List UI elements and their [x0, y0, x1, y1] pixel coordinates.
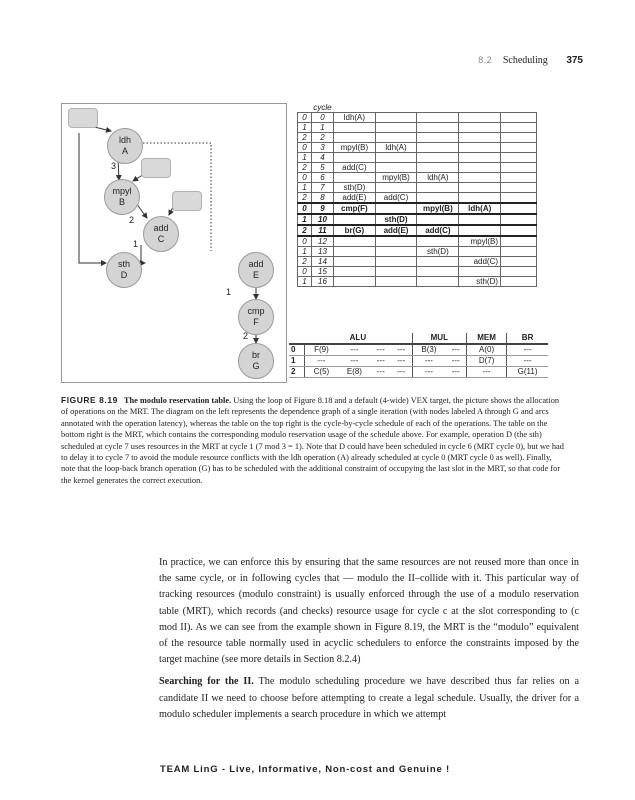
node-g-label: G	[252, 361, 260, 371]
schedule-op-cell	[334, 257, 376, 267]
schedule-op-cell	[417, 193, 459, 204]
schedule-op-cell	[501, 143, 537, 153]
schedule-cycle: 9	[311, 203, 333, 214]
schedule-op-cell: add(C)	[334, 163, 376, 173]
schedule-cycle-header: cycle	[313, 103, 332, 112]
schedule-op-cell	[417, 163, 459, 173]
body-text	[159, 555, 579, 729]
schedule-op-cell	[375, 113, 417, 123]
schedule-mrt-cycle: 1	[298, 183, 312, 193]
schedule-op-cell	[501, 247, 537, 257]
schedule-op-cell	[459, 225, 501, 236]
schedule-op-cell	[334, 153, 376, 163]
schedule-op-cell	[501, 183, 537, 193]
mrt-alu-cell: ---	[371, 356, 391, 367]
schedule-op-cell	[375, 123, 417, 133]
schedule-op-cell	[417, 143, 459, 153]
input-placeholder-c	[172, 191, 202, 211]
schedule-row	[298, 193, 537, 204]
mrt-mem-cell: A(0)	[467, 344, 507, 356]
schedule-op-cell: sth(D)	[334, 183, 376, 193]
schedule-op-cell	[334, 214, 376, 225]
schedule-op-cell: cmp(F)	[334, 203, 376, 214]
mrt-mem-cell: D(7)	[467, 356, 507, 367]
schedule-row	[298, 153, 537, 163]
mrt-br-cell: ---	[507, 356, 548, 367]
mrt-mul-cell: ---	[412, 367, 445, 378]
node-b	[104, 179, 140, 215]
mrt-alu-cell: ---	[371, 367, 391, 378]
schedule-row	[298, 277, 537, 287]
schedule-op-cell	[501, 193, 537, 204]
node-e	[238, 252, 274, 288]
input-placeholder-b	[141, 158, 171, 178]
schedule-cycle: 5	[311, 163, 333, 173]
node-d-label: D	[120, 270, 128, 280]
schedule-op-cell	[501, 123, 537, 133]
node-f-label: F	[253, 317, 259, 327]
mrt-mem-cell: ---	[467, 367, 507, 378]
node-c-label: C	[157, 234, 165, 244]
schedule-op-cell	[375, 133, 417, 143]
paragraph-2	[159, 674, 579, 723]
mrt-alu-cell: ---	[338, 356, 370, 367]
node-d-op: sth	[117, 259, 130, 269]
schedule-op-cell	[375, 247, 417, 257]
schedule-op-cell	[459, 267, 501, 277]
mrt-alu-cell: F(9)	[304, 344, 338, 356]
node-a	[107, 128, 143, 164]
latency-b-c: 2	[129, 215, 135, 225]
mrt-header-mem: MEM	[467, 333, 507, 344]
figure-caption-text: Using the loop of Figure 8.18 and a default (4-wide) VEX target, the picture shows the allocation of operations on the MRT. The diagram on the left represents the dependence graph of a single iteration (with nodes labeled A through G and arcs annotated with the operation latency), whereas the table on the top right is the cycle-by-cycle schedule of each of the operations. The table on the bottom right is the MRT, which contains the corresponding modulo reservation usage of the schedule above. For example, operation D (the sth) scheduled at cycle 7 uses resources in the MRT at cycle 1 (7 mod 3 = 1). Note that D could have been scheduled in cycle 6 (MRT cycle 0), but we had to delay it to cycle 7 to avoid the module resource conflicts with the ldh operation (A) already scheduled at cycle 0 (MRT cycle 0 as well). Finally, note that the loop-back branch operation (G) has to be scheduled with the additional constraint of occupying the last slot in the MRT, so that code for the kernel generates the correct execution.	[61, 396, 564, 485]
schedule-mrt-cycle: 1	[298, 153, 312, 163]
schedule-op-cell	[334, 247, 376, 257]
schedule-op-cell	[417, 236, 459, 247]
schedule-op-cell	[417, 153, 459, 163]
mrt-header-alu: ALU	[304, 333, 412, 344]
schedule-mrt-cycle: 0	[298, 267, 312, 277]
schedule-op-cell: ldh(A)	[459, 203, 501, 214]
schedule-op-cell	[334, 133, 376, 143]
schedule-row	[298, 257, 537, 267]
schedule-op-cell: mpyl(B)	[375, 173, 417, 183]
mrt-alu-cell: ---	[371, 344, 391, 356]
schedule-op-cell	[501, 113, 537, 123]
schedule-op-cell	[459, 247, 501, 257]
schedule-row	[298, 236, 537, 247]
schedule-op-cell	[501, 267, 537, 277]
header-section: 8.2	[478, 55, 493, 65]
schedule-op-cell	[459, 143, 501, 153]
latency-a-b: 3	[111, 161, 117, 171]
schedule-op-cell: add(E)	[375, 225, 417, 236]
input-placeholder-a	[68, 108, 98, 128]
schedule-op-cell: sth(D)	[459, 277, 501, 287]
schedule-op-cell: ldh(A)	[334, 113, 376, 123]
mrt-br-cell: G(11)	[507, 367, 548, 378]
schedule-op-cell	[501, 173, 537, 183]
schedule-op-cell	[417, 133, 459, 143]
mrt-mul-cell: ---	[445, 356, 466, 367]
schedule-cycle: 7	[311, 183, 333, 193]
schedule-op-cell	[334, 277, 376, 287]
schedule-mrt-cycle: 2	[298, 163, 312, 173]
node-e-label: E	[252, 270, 259, 280]
schedule-row	[298, 203, 537, 214]
schedule-op-cell	[334, 173, 376, 183]
schedule-row	[298, 133, 537, 143]
mrt-alu-cell: ---	[304, 356, 338, 367]
schedule-row	[298, 183, 537, 193]
schedule-mrt-cycle: 1	[298, 277, 312, 287]
schedule-op-cell	[459, 153, 501, 163]
mrt-mul-cell: ---	[445, 367, 466, 378]
schedule-mrt-cycle: 0	[298, 113, 312, 123]
schedule-row	[298, 123, 537, 133]
schedule-op-cell	[459, 163, 501, 173]
schedule-op-cell	[417, 123, 459, 133]
schedule-op-cell: mpyl(B)	[334, 143, 376, 153]
schedule-cycle: 0	[311, 113, 333, 123]
node-a-label: A	[121, 146, 128, 156]
schedule-op-cell	[417, 267, 459, 277]
schedule-op-cell	[501, 133, 537, 143]
schedule-header-row	[298, 103, 537, 113]
schedule-mrt-cycle: 0	[298, 173, 312, 183]
mrt-mul-cell: ---	[445, 344, 466, 356]
mrt-header-br: BR	[507, 333, 548, 344]
schedule-op-cell	[375, 183, 417, 193]
schedule-op-cell	[459, 113, 501, 123]
schedule-cycle: 13	[311, 247, 333, 257]
schedule-op-cell	[501, 236, 537, 247]
mrt-cycle: 1	[289, 356, 304, 367]
mrt-alu-cell: ---	[391, 356, 412, 367]
node-f-op: cmp	[247, 306, 265, 316]
schedule-cycle: 14	[311, 257, 333, 267]
schedule-mrt-cycle: 1	[298, 247, 312, 257]
mrt-row	[289, 344, 548, 356]
schedule-mrt-cycle: 2	[298, 193, 312, 204]
schedule-op-cell	[417, 113, 459, 123]
schedule-cycle: 12	[311, 236, 333, 247]
schedule-op-cell	[501, 257, 537, 267]
schedule-row	[298, 143, 537, 153]
mrt-header-mul: MUL	[412, 333, 466, 344]
schedule-row	[298, 267, 537, 277]
schedule-op-cell	[501, 277, 537, 287]
schedule-cycle: 10	[311, 214, 333, 225]
mrt-br-cell: ---	[507, 344, 548, 356]
schedule-op-cell	[375, 257, 417, 267]
mrt-header-row	[289, 333, 548, 344]
mrt-mul-cell: B(3)	[412, 344, 445, 356]
schedule-mrt-cycle: 2	[298, 225, 312, 236]
schedule-op-cell	[501, 163, 537, 173]
schedule-mrt-cycle: 2	[298, 133, 312, 143]
schedule-row	[298, 173, 537, 183]
schedule-cycle: 8	[311, 193, 333, 204]
schedule-op-cell: add(C)	[375, 193, 417, 204]
node-b-op: mpyl	[112, 186, 132, 196]
schedule-mrt-cycle: 0	[298, 236, 312, 247]
dependence-graph	[61, 103, 287, 383]
schedule-op-cell	[375, 203, 417, 214]
node-a-op: ldh	[118, 135, 131, 145]
schedule-row	[298, 225, 537, 236]
node-c-op: add	[153, 223, 169, 233]
mrt-row	[289, 356, 548, 367]
node-d	[106, 252, 142, 288]
mrt-alu-cell: E(8)	[338, 367, 370, 378]
schedule-op-cell	[501, 153, 537, 163]
schedule-op-cell	[459, 173, 501, 183]
paragraph-2-heading: Searching for the II.	[159, 676, 254, 688]
schedule-op-cell: sth(D)	[417, 247, 459, 257]
schedule-cycle: 1	[311, 123, 333, 133]
node-e-op: add	[248, 259, 264, 269]
running-header	[478, 55, 583, 66]
schedule-op-cell: add(C)	[417, 225, 459, 236]
schedule-cycle: 11	[311, 225, 333, 236]
schedule-op-cell: add(C)	[459, 257, 501, 267]
schedule-op-cell	[417, 183, 459, 193]
schedule-op-cell	[375, 153, 417, 163]
latency-f-g: 2	[243, 331, 249, 341]
schedule-op-cell	[459, 123, 501, 133]
schedule-op-cell	[459, 214, 501, 225]
schedule-op-cell	[459, 133, 501, 143]
schedule-row	[298, 247, 537, 257]
node-g	[238, 343, 274, 379]
schedule-op-cell	[375, 267, 417, 277]
schedule-cycle: 3	[311, 143, 333, 153]
schedule-cycle: 6	[311, 173, 333, 183]
schedule-row	[298, 113, 537, 123]
mrt-table	[289, 333, 548, 378]
figure-label: FIGURE 8.19	[61, 395, 118, 405]
node-g-op: br	[251, 350, 260, 360]
node-b-label: B	[118, 197, 125, 207]
node-f	[238, 299, 274, 335]
paragraph-1: In practice, we can enforce this by ensuring that the same resources are not reused more than once in the same cycle, or in following cycles that — modulo the II–collide with it. This particular way of tracking resources (modulo constraint) is usually enforced through the use of a modulo reservation table (MRT), which records (and checks) resource usage for cycle c at the slot corresponding to (c mod II). As we can see from the example shown in Figure 8.19, the MRT is the “modulo” equivalent of the resource table normally used in acyclic schedulers to enforce the constraints imposed by the target machine (see more details in Section 8.2.4)	[159, 557, 579, 666]
schedule-op-cell	[417, 214, 459, 225]
schedule-row	[298, 214, 537, 225]
schedule-op-cell: mpyl(B)	[459, 236, 501, 247]
page-number: 375	[566, 55, 583, 66]
schedule-op-cell	[459, 183, 501, 193]
schedule-op-cell	[417, 277, 459, 287]
schedule-op-cell: ldh(A)	[375, 143, 417, 153]
schedule-cycle: 4	[311, 153, 333, 163]
schedule-op-cell	[375, 163, 417, 173]
mrt-alu-cell: ---	[391, 344, 412, 356]
schedule-op-cell	[501, 225, 537, 236]
schedule-mrt-cycle: 0	[298, 143, 312, 153]
schedule-op-cell	[459, 193, 501, 204]
schedule-mrt-cycle: 1	[298, 214, 312, 225]
latency-e-f: 1	[226, 287, 232, 297]
schedule-mrt-cycle: 2	[298, 257, 312, 267]
schedule-cycle: 2	[311, 133, 333, 143]
header-title: Scheduling	[502, 55, 548, 66]
schedule-op-cell	[501, 214, 537, 225]
mrt-mul-cell: ---	[412, 356, 445, 367]
schedule-op-cell	[375, 277, 417, 287]
mrt-alu-cell: C(5)	[304, 367, 338, 378]
schedule-op-cell: add(E)	[334, 193, 376, 204]
schedule-op-cell	[417, 257, 459, 267]
schedule-op-cell	[334, 236, 376, 247]
paragraph-2-text: The modulo scheduling procedure we have described thus far relies on a candidate II we need to choose before attempting to create a legal schedule. Usually, the driver for a modulo scheduler implements a search procedure in which we attempt	[159, 676, 579, 720]
schedule-table	[297, 103, 537, 287]
schedule-op-cell	[501, 203, 537, 214]
latency-c-d: 1	[133, 239, 139, 249]
mrt-cycle: 2	[289, 367, 304, 378]
mrt-row	[289, 367, 548, 378]
schedule-op-cell	[375, 236, 417, 247]
mrt-cycle: 0	[289, 344, 304, 356]
schedule-row	[298, 163, 537, 173]
figure-caption	[61, 395, 566, 486]
node-c	[143, 216, 179, 252]
schedule-op-cell	[334, 267, 376, 277]
mrt-alu-cell: ---	[338, 344, 370, 356]
schedule-mrt-cycle: 1	[298, 123, 312, 133]
schedule-op-cell: ldh(A)	[417, 173, 459, 183]
schedule-cycle: 15	[311, 267, 333, 277]
schedule-op-cell: sth(D)	[375, 214, 417, 225]
schedule-op-cell: mpyl(B)	[417, 203, 459, 214]
schedule-op-cell	[334, 123, 376, 133]
schedule-cycle: 16	[311, 277, 333, 287]
footer-watermark: TEAM LinG - Live, Informative, Non-cost and Genuine !	[160, 764, 450, 775]
figure-title: The modulo reservation table.	[123, 396, 232, 405]
schedule-mrt-cycle: 0	[298, 203, 312, 214]
mrt-alu-cell: ---	[391, 367, 412, 378]
schedule-op-cell: br(G)	[334, 225, 376, 236]
